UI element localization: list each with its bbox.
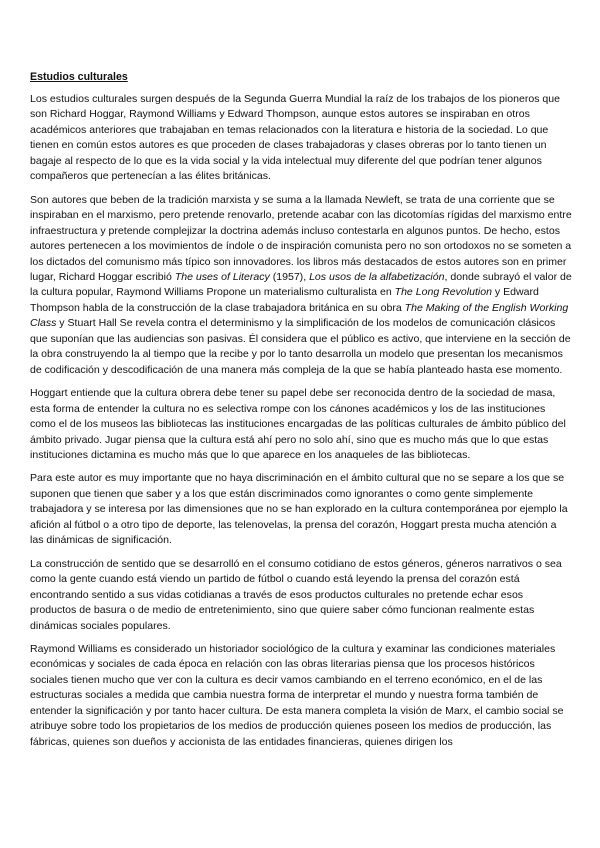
paragraph-5: La construcción de sentido que se desarrolló en el consumo cotidiano de estos géneros, géneros narrativos o sea como la gente cuando está viendo un partido de fútbol o cuando está leyendo la prensa del corazón está encontrando sentido a sus vidas cotidianas a través de esos productos culturales no pretende echar esos productos de basura o de medio de entretenimiento, sino que quiere saber cómo funcionan realmente estas dinámicas sociales populares.	[30, 557, 562, 632]
section-heading: Estudios culturales	[30, 71, 128, 83]
paragraph-6: Raymond Williams es considerado un historiador sociológico de la cultura y examinar las condiciones materiales económicas y sociales de cada época en relación con las obras literarias piensa que los procesos históricos sociales tienen mucho que ver con la cultura es decir vamos cambiando en el terreno económico, en el de las estructuras sociales a medida que cambia nuestra forma de interpretar el mundo y nuestra forma también de entender la significación y por tanto hacer cultura. De esta manera completa la visión de Marx, el cambio social se atribuye sobre todo los propietarios de los medios de producción quienes poseen los medios de producción, las fábricas, quienes son dueños y accionista de las entidades financieras, quienes dirigen los	[30, 642, 564, 748]
paragraph-2-text-b: (1957),	[269, 270, 310, 283]
book-title-uses-of-literacy: The uses of Literacy	[174, 270, 270, 283]
paragraph-2-text-d: y Edward Thompson habla de la construcción de la clase trabajadora británica en su obra	[30, 286, 539, 314]
paragraph-2	[30, 193, 572, 378]
paragraph-2-text-c: , donde subrayó el valor de la cultura popular, Raymond Williams Propone un materialismo culturalista en	[30, 270, 572, 299]
paragraph-1: Los estudios culturales surgen después de la Segunda Guerra Mundial la raíz de los trabajos de los pioneros que son Richard Hoggar, Raymond Williams y Edward Thompson, aunque estos autores se inspiraban en otros académicos anteriores que trabajaban en temas relacionados con la literatura e historia de la sociedad. Lo que tienen en común estos autores es que proceden de clases trabajadoras y clases obreras por lo tanto tienen un bagaje al respecto de lo que es la vida social y la vida intelectual muy diferente del que podrían tener algunos compañeros que pertenecían a las élites británicas.	[30, 93, 561, 183]
paragraph-2-text-a: Son autores que beben de la tradición marxista y se suma a la llamada Newleft, se trata de una corriente que se inspiraban en el marxismo, pero pretende renovarlo, pretende acabar con las dicotomías rígidas del marxismo entre infraestructura y pretende complejizar la doctrina además incluso contestarla en algunos puntos. De hecho, estos autores pertenecen a los movimientos de índole o de inspiración comunista pero no son ortodoxos no se someten a los dictados del comunismo más típico son innovadores. los libros más destacados de estos autores son en primer lugar, Richard Hoggar escribió	[30, 193, 572, 283]
book-title-usos-alfabetizacion: Los usos de la alfabetización	[309, 270, 445, 283]
paragraph-4: Para este autor es muy importante que no haya discriminación en el ámbito cultural que no se separe a los que se suponen que tienen que saber y a los que están discriminados como ignorantes o como gente simplemente trabajadora y se interesa por las dimensiones que no se han explorado en la cultura contemporánea por ejemplo la afición al fútbol o a otro tipo de deporte, las telenovelas, la prensa del corazón, Hoggart presta mucha atención a las dinámicas de significación.	[30, 472, 568, 547]
paragraph-2-text-e: y Stuart Hall Se revela contra el determinismo y la simplificación de los modelos de comunicación clásicos que suponían que las audiencias son pasivas. Él considera que el público es activo, que interviene en la sección de la obra construyendo la al tiempo que la recibe y por lo tanto desarrolla un modelo que presentan los mecanismos de codificación y descodificación de una manera más compleja de la que se había planteado hasta ese momento.	[30, 317, 571, 376]
book-title-long-revolution: The Long Revolution	[394, 286, 492, 299]
book-title-making-working-class: The Making of the English Working Class	[30, 301, 569, 330]
paragraph-3: Hoggart entiende que la cultura obrera debe tener su papel debe ser reconocida dentro de la sociedad de masa, esta forma de entender la cultura no es selectiva rompe con los cánones académicos y los de las instituciones como el de los museos las bibliotecas las instituciones encargadas de las políticas culturales de ámbito público del ámbito privado. Jugar piensa que la cultura está ahí pero no solo ahí, sino que es mucho más que lo que estas instituciones dictamina es mucho más que lo que aparece en los anaqueles de las bibliotecas.	[30, 387, 566, 461]
